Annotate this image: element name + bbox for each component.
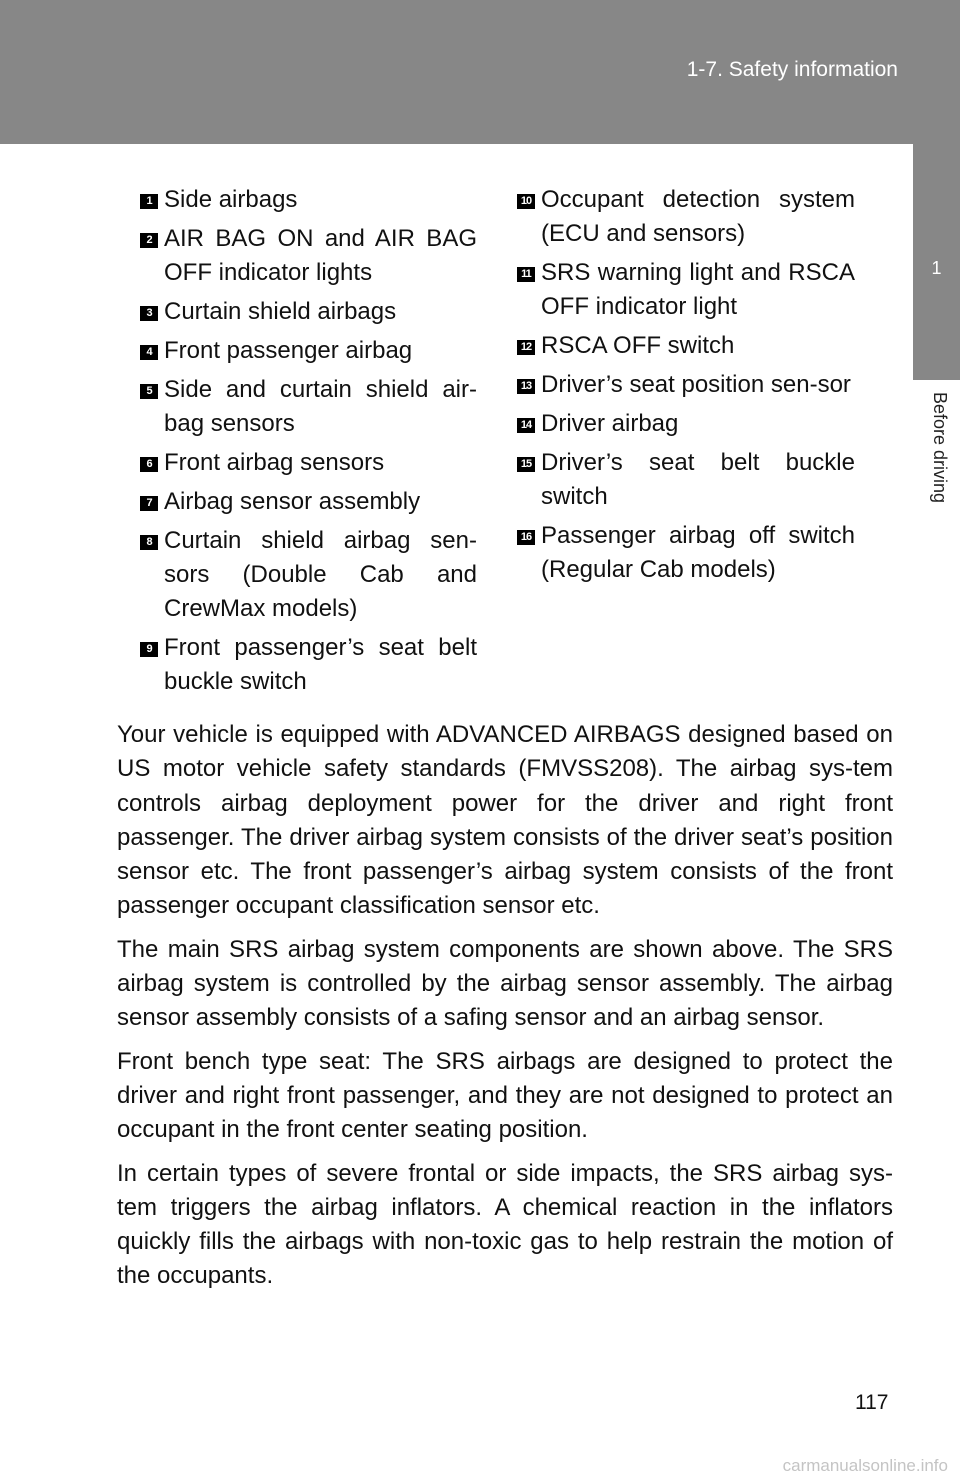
body-paragraph: Your vehicle is equipped with ADVANCED AIRBAGS designed based on US motor vehicle safety standards (FMVSS208). The airbag sys-tem controls airbag deployment power for the driver and right front passenger. The driver airbag system consists of the driver seat’s position sensor etc. The front passenger’s airbag system consists of the front passenger occupant classification sensor etc. [117, 721, 893, 920]
component-item [140, 222, 477, 290]
item-number-badge: 2 [140, 233, 158, 248]
component-label: Front passenger’s seat belt buckle switch [164, 634, 477, 695]
component-item [517, 519, 855, 587]
component-label: Occupant detection system (ECU and sensors) [541, 186, 855, 247]
chapter-tab [913, 144, 960, 380]
section-title: 1-7. Safety information [686, 58, 898, 81]
page-number: 117 [855, 1391, 889, 1414]
component-label: Driver’s seat belt buckle switch [541, 449, 855, 510]
chapter-tab-number: 1 [931, 258, 942, 278]
component-list-right [517, 183, 855, 592]
item-number-badge: 15 [517, 457, 535, 472]
component-item [140, 334, 477, 368]
component-item [517, 329, 855, 363]
component-item [140, 295, 477, 329]
component-item [140, 485, 477, 519]
component-label: Side and curtain shield air-bag sensors [164, 376, 477, 437]
item-number-badge: 5 [140, 384, 158, 399]
body-text [117, 718, 893, 1303]
component-item [140, 373, 477, 441]
item-number-badge: 3 [140, 306, 158, 321]
item-number-badge: 1 [140, 194, 158, 209]
header-band [0, 0, 960, 144]
item-number-badge: 6 [140, 457, 158, 472]
component-label: Side airbags [164, 186, 298, 213]
component-label: Driver’s seat position sen-sor [541, 371, 851, 398]
item-number-badge: 8 [140, 535, 158, 550]
component-item [517, 368, 855, 402]
component-item [517, 256, 855, 324]
component-label: AIR BAG ON and AIR BAG OFF indicator lights [164, 225, 477, 286]
component-list-left [140, 183, 477, 704]
component-item [517, 183, 855, 251]
watermark: carmanualsonline.info [782, 1456, 948, 1475]
body-paragraph: In certain types of severe frontal or side impacts, the SRS airbag sys-tem triggers the airbag inflators. A chemical reaction in the inflators quickly fills the airbags with non-toxic gas to help restrain the motion of the occupants. [117, 1159, 893, 1290]
chapter-tab-label: Before driving [930, 392, 950, 504]
component-label: Passenger airbag off switch (Regular Cab models) [541, 522, 855, 583]
component-label: SRS warning light and RSCA OFF indicator light [541, 259, 855, 320]
item-number-badge: 9 [140, 642, 158, 657]
component-label: Curtain shield airbags [164, 298, 397, 325]
component-label: Front airbag sensors [164, 449, 385, 476]
item-number-badge: 14 [517, 418, 535, 433]
item-number-badge: 10 [517, 194, 535, 209]
item-number-badge: 11 [517, 267, 535, 282]
component-label: Front passenger airbag [164, 337, 413, 364]
item-number-badge: 16 [517, 530, 535, 545]
component-item [140, 446, 477, 480]
item-number-badge: 13 [517, 379, 535, 394]
component-label: Airbag sensor assembly [164, 488, 421, 515]
component-item [140, 183, 477, 217]
component-item [517, 407, 855, 441]
component-label: Driver airbag [541, 410, 679, 437]
item-number-badge: 12 [517, 340, 535, 355]
component-item [140, 524, 477, 626]
component-label: RSCA OFF switch [541, 332, 735, 359]
component-item [140, 631, 477, 699]
body-paragraph: The main SRS airbag system components are shown above. The SRS airbag system is controlled by the airbag sensor assembly. The airbag sensor assembly consists of a safing sensor and an airbag sensor. [117, 935, 893, 1032]
item-number-badge: 7 [140, 496, 158, 511]
item-number-badge: 4 [140, 345, 158, 360]
component-label: Curtain shield airbag sen-sors (Double Cab and CrewMax models) [164, 527, 477, 622]
component-item [517, 446, 855, 514]
body-paragraph: Front bench type seat: The SRS airbags are designed to protect the driver and right front passenger, and they are not designed to protect an occupant in the front center seating position. [117, 1047, 893, 1144]
